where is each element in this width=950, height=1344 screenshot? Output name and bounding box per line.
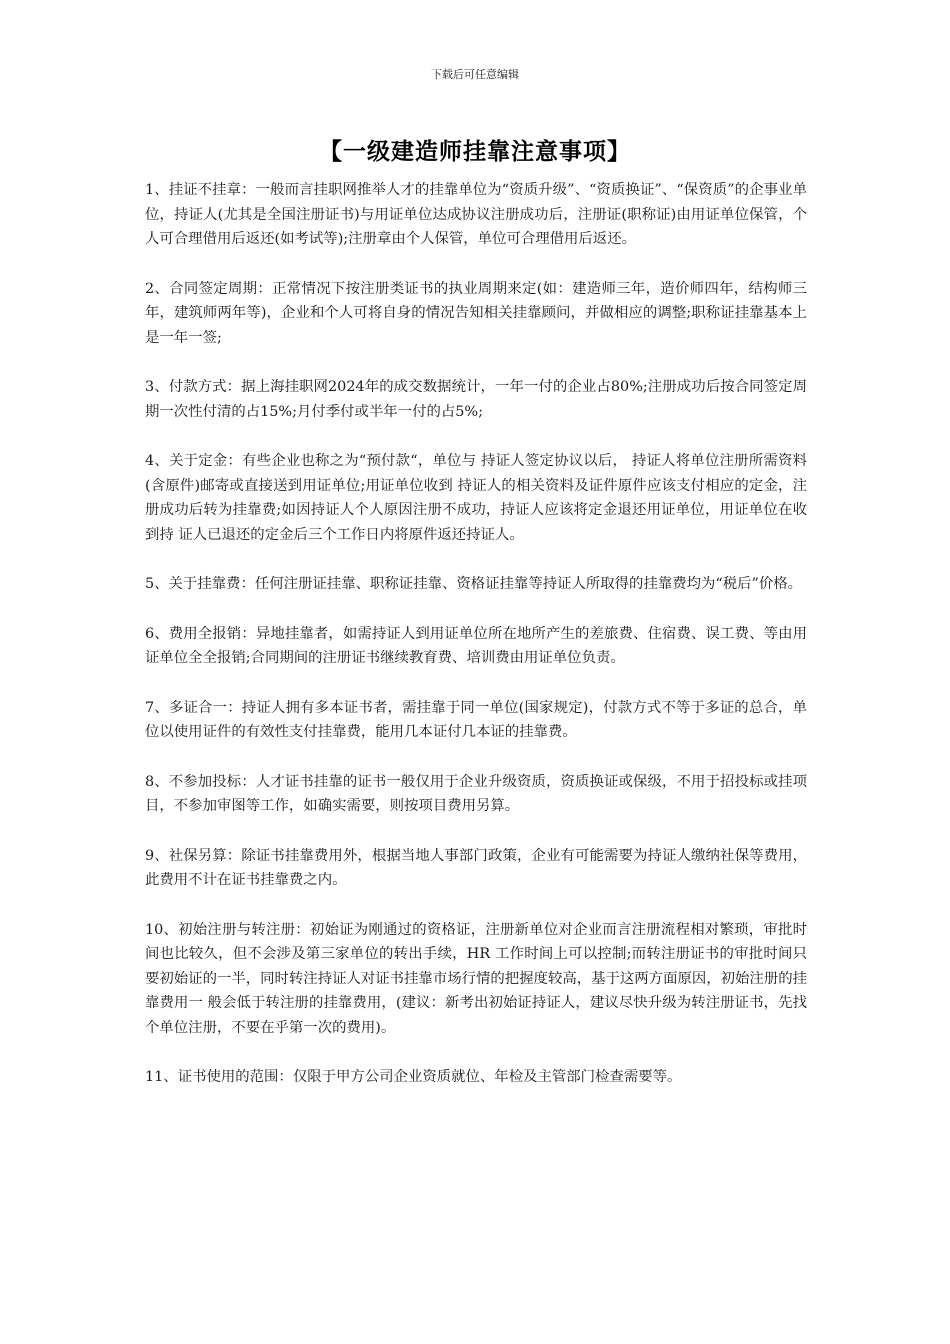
paragraph-10: 10、初始注册与转注册：初始证为刚通过的资格证，注册新单位对企业而言注册流程相对繁琐，审批时间也比较久，但不会涉及第三家单位的转出手续，HR 工作时间上可以控制;而转注册证书的审批时间只要初始证的一半，同时转注持证人对证书挂靠市场行情的把握度较高，基于这两方面原因，初始注册的挂靠费用一 般会低于转注册的挂靠费用，(建议：新考出初始证持证人，建议尽快升级为转注册证书，先找个单位注册，不要在乎第一次的费用)。 <box>145 921 807 1036</box>
paragraph-6: 6、费用全报销：异地挂靠者，如需持证人到用证单位所在地所产生的差旅费、住宿费、误工费、等由用证单位全全报销;合同期间的注册证书继续教育费、培训费由用证单位负责。 <box>145 625 807 666</box>
paragraph-11: 11、证书使用的范围：仅限于甲方公司企业资质就位、年检及主管部门检查需要等。 <box>145 1069 682 1085</box>
paragraph-5: 5、关于挂靠费：任何注册证挂靠、职称证挂靠、资格证挂靠等持证人所取得的挂靠费均为“税后”价格。 <box>145 576 803 592</box>
paragraph-1: 1、挂证不挂章：一般而言挂职网推举人才的挂靠单位为“资质升级”、“资质换证”、“保资质”的企事业单位，持证人(尤其是全国注册证书)与用证单位达成协议注册成功后，注册证(职称证)由用证单位保管，个人可合理借用后返还(如考试等);注册章由个人保管，单位可合理借用后返还。 <box>145 182 807 247</box>
paragraph-7: 7、多证合一：持证人拥有多本证书者，需挂靠于同一单位(国家规定)，付款方式不等于多证的总合，单位以使用证件的有效性支付挂靠费，能用几本证付几本证的挂靠费。 <box>145 699 807 740</box>
paragraph-2: 2、合同签定周期：正常情况下按注册类证书的执业周期来定(如：建造师三年，造价师四年，结构师三年，建筑师两年等)，企业和个人可将自身的情况告知相关挂靠顾问，并做相应的调整;职称证挂靠基本上是一年一签; <box>145 280 807 346</box>
paragraph-9: 9、社保另算：除证书挂靠费用外，根据当地人事部门政策，企业有可能需要为持证人缴纳社保等费用，此费用不计在证书挂靠费之内。 <box>145 847 807 888</box>
paragraph-8: 8、不参加投标：人才证书挂靠的证书一般仅用于企业升级资质，资质换证或保级，不用于招投标或挂项目，不参加审图等工作，如确实需要，则按项目费用另算。 <box>145 773 807 814</box>
paragraph-3: 3、付款方式：据上海挂职网2024年的成交数据统计，一年一付的企业占80%;注册成功后按合同签定周期一次性付清的占15%;月付季付或半年一付的占5%; <box>145 379 807 420</box>
header-note: 下载后可任意编辑 <box>431 68 519 81</box>
document-body <box>145 178 807 1115</box>
document-title: 【一级建造师挂靠注意事项】 <box>319 139 631 165</box>
paragraph-4: 4、关于定金：有些企业也称之为“预付款“，单位与 持证人签定协议以后， 持证人将单位注册所需资料(含原件)邮寄或直接送到用证单位;用证单位收到 持证人的相关资料及证件原件应该支付相应的定金，注册成功后转为挂靠费;如因持证人个人原因注册不成功，持证人应该将定金退还用证单位，用证单位在收到持 证人已退还的定金后三个工作日内将原件返还持证人。 <box>145 453 807 543</box>
